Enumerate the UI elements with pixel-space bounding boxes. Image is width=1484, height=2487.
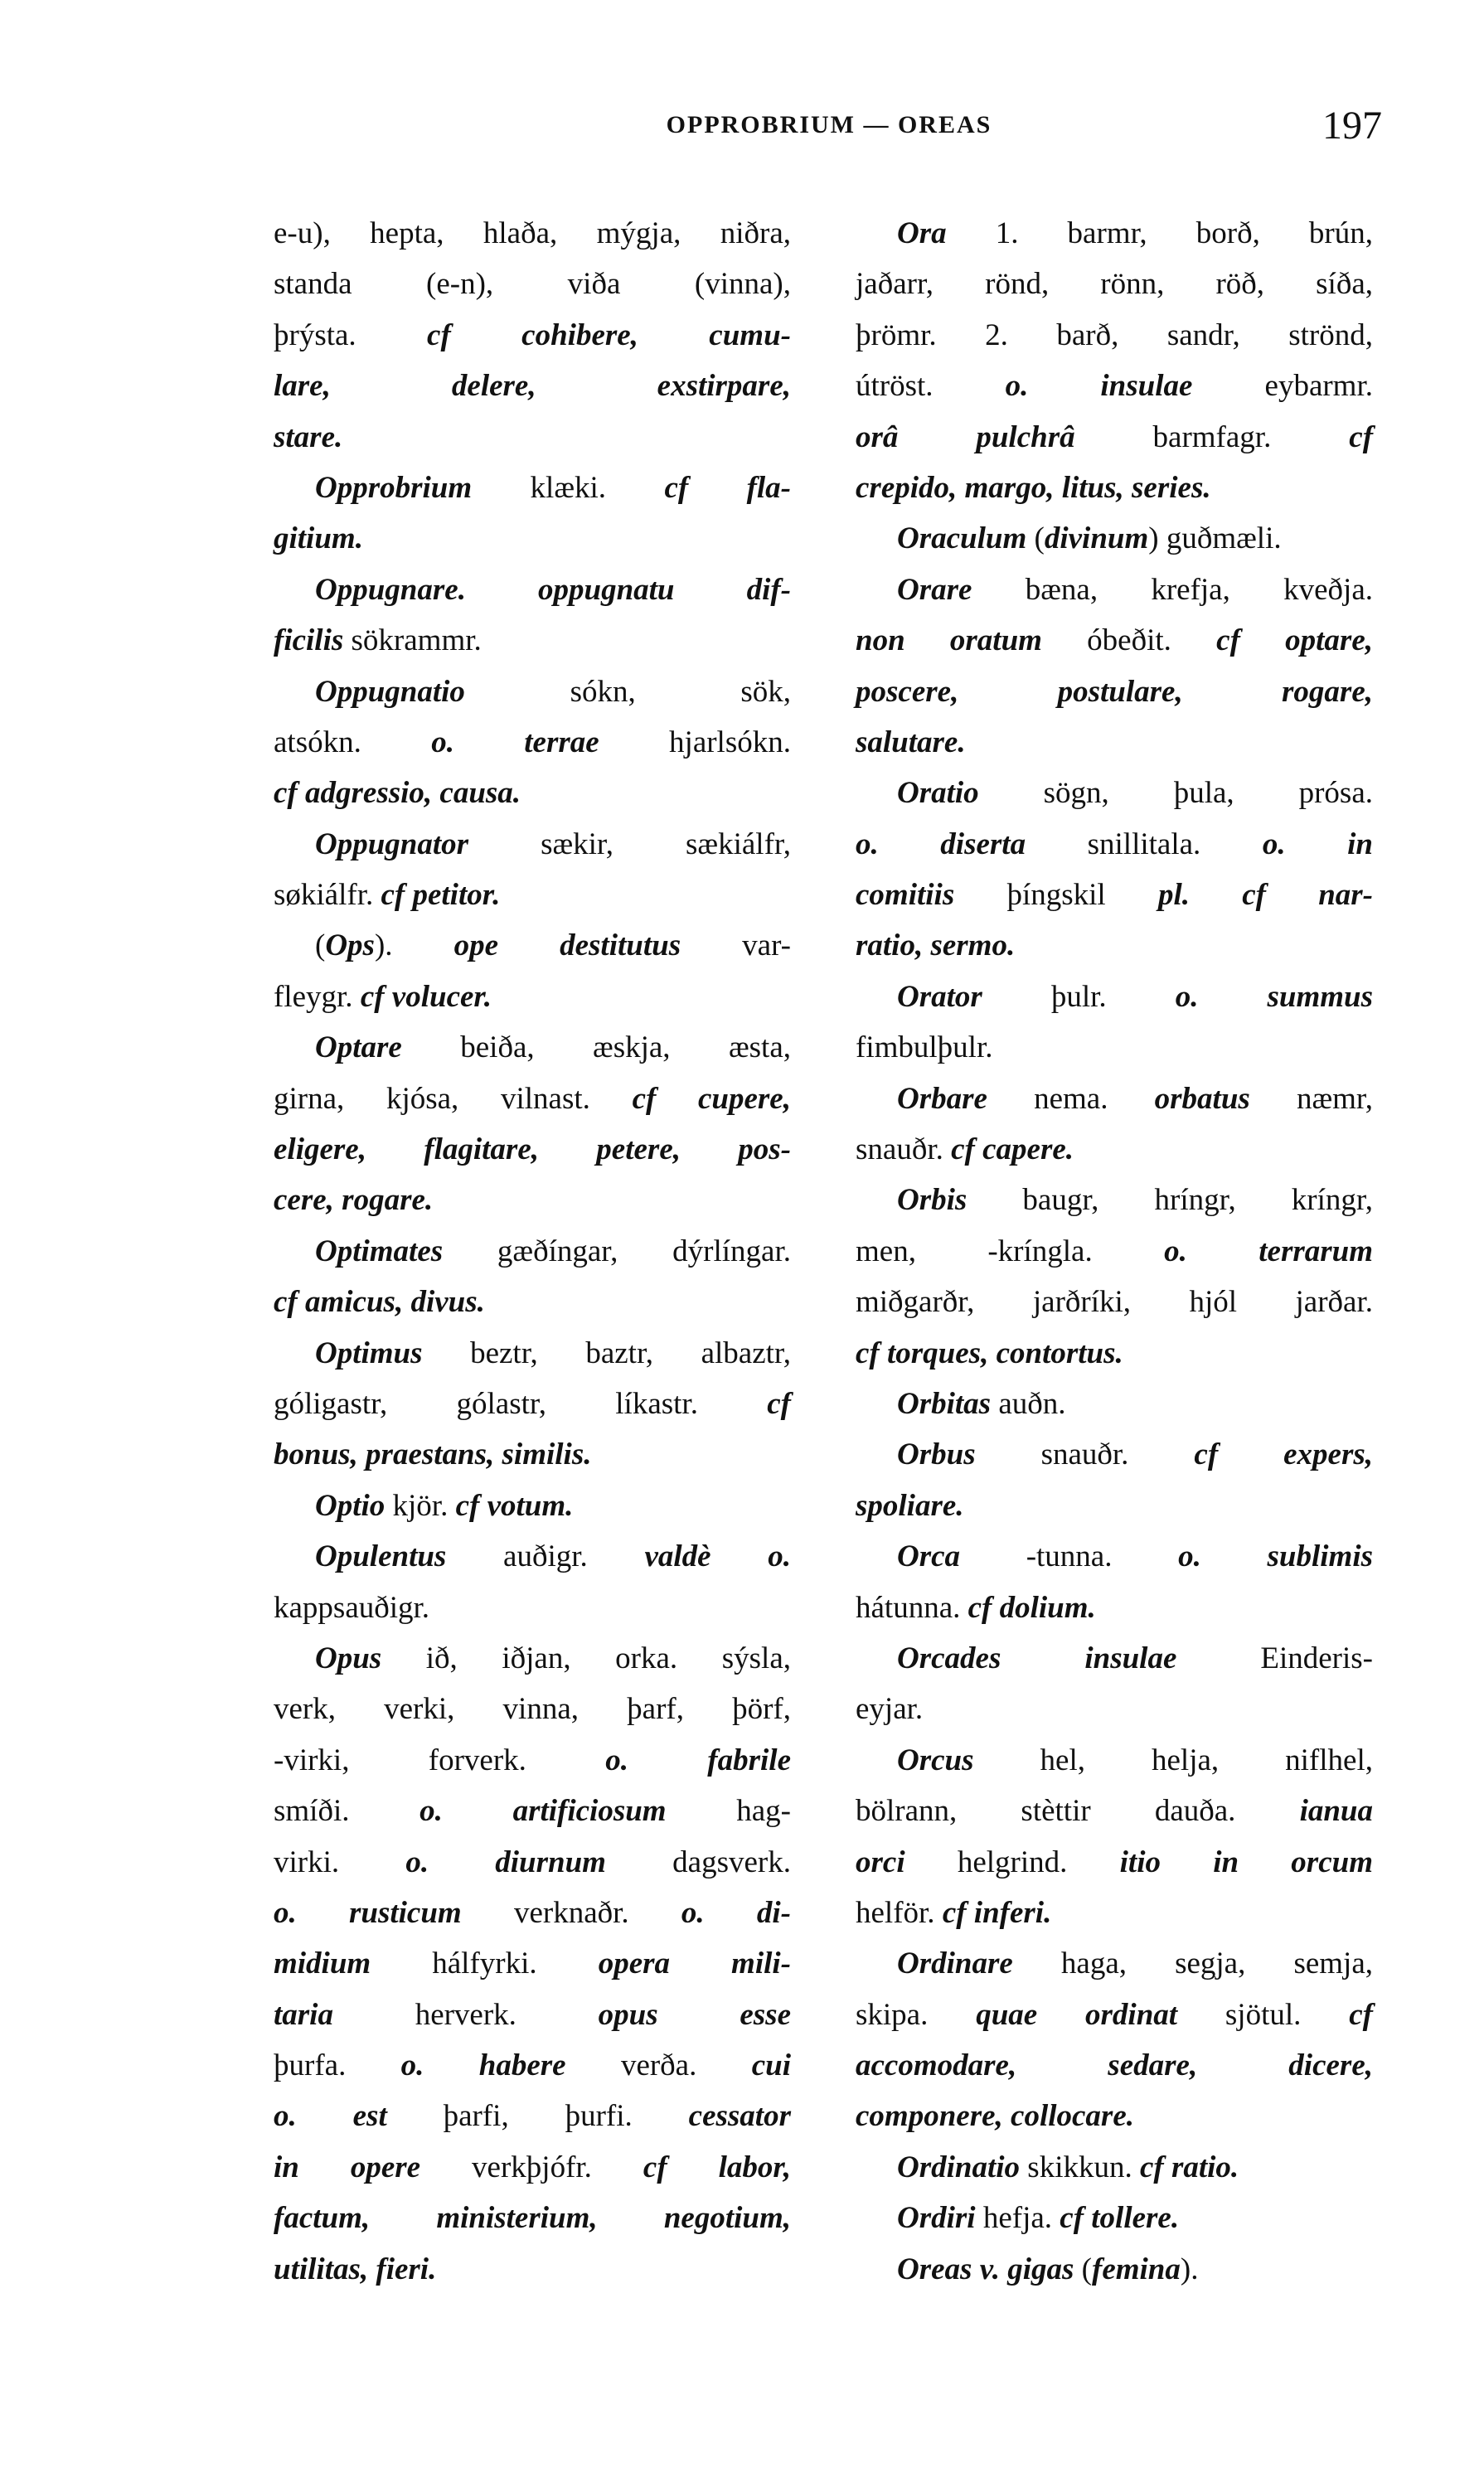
latin-term: stare. — [274, 419, 343, 454]
dictionary-line — [274, 1786, 791, 1836]
icelandic-text: søkiálfr. — [274, 878, 381, 913]
dictionary-entry-line — [856, 768, 1373, 818]
icelandic-text: þrömr. 2. barð, sandr, strönd, — [856, 318, 1373, 352]
latin-term: o. artificiosum — [419, 1794, 667, 1829]
latin-term: non oratum — [856, 623, 1042, 658]
latin-term: Orare — [897, 572, 972, 607]
dictionary-line — [856, 1786, 1373, 1836]
latin-term: Oppugnatio — [315, 674, 465, 709]
latin-term: cf fla- — [664, 470, 791, 505]
latin-term: Oppugnare. oppugnatu dif- — [315, 572, 791, 607]
icelandic-text: baugr, hríngr, kríngr, — [967, 1183, 1373, 1218]
dictionary-entry-line — [856, 2193, 1373, 2243]
latin-term: Orcus — [897, 1743, 974, 1777]
latin-term: divinum — [1044, 521, 1149, 556]
dictionary-entry-line — [856, 972, 1373, 1022]
latin-term: o. insulae — [1005, 369, 1193, 404]
icelandic-text: sjötul. — [1177, 1997, 1350, 2032]
latin-term: cf expers, — [1194, 1437, 1373, 1472]
dictionary-line — [856, 920, 1373, 971]
latin-term: Ora — [897, 216, 947, 250]
left-column — [274, 208, 791, 2295]
latin-term: cf — [1349, 419, 1374, 454]
latin-term: Oreas v. gigas — [897, 2252, 1074, 2286]
latin-term: o. rusticum — [274, 1895, 462, 1930]
latin-term: salutare. — [856, 725, 966, 759]
icelandic-text: beiða, æskja, æsta, — [401, 1030, 791, 1065]
icelandic-text: hefja. — [975, 2201, 1060, 2236]
icelandic-text: sækir, sækiálfr, — [468, 827, 791, 861]
latin-term: accomodare, sedare, dicere, — [856, 2048, 1373, 2083]
icelandic-text: þulr. — [982, 979, 1176, 1014]
dictionary-entry-line — [274, 920, 791, 971]
latin-term: Optimus — [315, 1336, 423, 1370]
latin-term: o. summus — [1175, 979, 1374, 1014]
icelandic-text: bölrann, stèttir dauða. — [856, 1794, 1300, 1829]
dictionary-line — [856, 1226, 1373, 1277]
icelandic-text: hjarlsókn. — [599, 725, 791, 759]
latin-term: cf votum. — [455, 1488, 574, 1523]
icelandic-text: atsókn. — [274, 725, 432, 759]
icelandic-text: -tunna. — [960, 1539, 1179, 1574]
latin-term: cui — [751, 2048, 791, 2083]
dictionary-line — [274, 2142, 791, 2193]
icelandic-text: útröst. — [856, 369, 1006, 404]
latin-term: gitium. — [274, 521, 363, 556]
latin-term: o. diurnum — [405, 1845, 606, 1879]
latin-term: Optio — [315, 1488, 386, 1523]
running-title: OPPROBRIUM — OREAS — [666, 111, 992, 138]
latin-term: cf labor, — [643, 2150, 791, 2184]
dictionary-entry-line — [856, 1735, 1373, 1786]
latin-term: Oratio — [897, 776, 979, 811]
latin-term: ianua — [1299, 1794, 1373, 1829]
dictionary-line — [856, 1684, 1373, 1734]
latin-term: opera mili- — [598, 1946, 792, 1981]
icelandic-text: helgrind. — [904, 1845, 1120, 1879]
dictionary-line — [274, 2040, 791, 2091]
latin-term: cf ratio. — [1139, 2150, 1239, 2184]
icelandic-text: var- — [681, 928, 792, 963]
dictionary-line — [856, 667, 1373, 717]
latin-term: Optimates — [315, 1234, 444, 1268]
icelandic-text: ) guðmæli. — [1148, 521, 1282, 556]
icelandic-text: verknaðr. — [461, 1895, 681, 1930]
dictionary-line — [856, 2040, 1373, 2091]
icelandic-text: ið, iðjan, orka. sýsla, — [381, 1641, 791, 1675]
latin-term: ratio, sermo. — [856, 928, 1016, 963]
latin-term: Orator — [897, 979, 982, 1014]
icelandic-text: sókn, sök, — [464, 674, 791, 709]
dictionary-entry-line — [274, 463, 791, 513]
icelandic-text: ( — [1074, 2252, 1092, 2286]
latin-term: cere, rogare. — [274, 1183, 434, 1218]
dictionary-entry-line — [856, 1531, 1373, 1582]
dictionary-line — [856, 1277, 1373, 1327]
latin-term: orci — [856, 1845, 905, 1879]
icelandic-text: hel, helja, niflhel, — [973, 1743, 1373, 1777]
icelandic-text: fleygr. — [274, 979, 361, 1014]
latin-term: orâ pulchrâ — [856, 419, 1075, 454]
latin-term: ficilis — [274, 623, 344, 658]
dictionary-line — [856, 1328, 1373, 1379]
latin-term: o. di- — [681, 1895, 791, 1930]
latin-term: cf cohibere, cumu- — [427, 318, 791, 352]
latin-term: o. terrarum — [1164, 1234, 1374, 1268]
icelandic-text: klæki. — [472, 470, 665, 505]
latin-term: itio in orcum — [1119, 1845, 1373, 1879]
dictionary-line — [274, 1074, 791, 1124]
dictionary-line — [274, 1684, 791, 1734]
dictionary-line — [856, 2091, 1373, 2141]
icelandic-text: fimbulþulr. — [856, 1030, 993, 1065]
latin-term: Oraculum — [897, 521, 1027, 556]
latin-term: cf dolium. — [968, 1590, 1096, 1625]
icelandic-text: dagsverk. — [605, 1845, 791, 1879]
dictionary-line — [274, 1837, 791, 1888]
dictionary-line — [856, 463, 1373, 513]
icelandic-text: standa (e-n), viða (vinna), — [274, 267, 791, 302]
icelandic-text: girna, kjósa, vilnast. — [274, 1081, 633, 1116]
dictionary-line — [856, 1837, 1373, 1888]
icelandic-text: verða. — [565, 2048, 752, 2083]
latin-term: femina — [1092, 2252, 1181, 2286]
dictionary-line — [856, 1481, 1373, 1531]
icelandic-text: hátunna. — [856, 1590, 968, 1625]
dictionary-line — [856, 361, 1373, 411]
dictionary-line — [856, 870, 1373, 920]
dictionary-line — [274, 2244, 791, 2295]
latin-term: factum, ministerium, negotium, — [274, 2201, 791, 2236]
icelandic-text: sögn, þula, prósa. — [978, 776, 1373, 811]
dictionary-line — [856, 1022, 1373, 1073]
dictionary-entry-line — [856, 1175, 1373, 1225]
icelandic-text: barmfagr. — [1074, 419, 1350, 454]
icelandic-text: kjör. — [385, 1488, 456, 1523]
icelandic-text: verkþjófr. — [420, 2150, 643, 2184]
icelandic-text: helför. — [856, 1895, 943, 1930]
latin-term: opus esse — [598, 1997, 791, 2032]
dictionary-entry-line — [274, 1481, 791, 1531]
icelandic-text: smíði. — [274, 1794, 420, 1829]
latin-term: Orbis — [897, 1183, 968, 1218]
dictionary-line — [856, 819, 1373, 870]
dictionary-line — [856, 1990, 1373, 2040]
dictionary-line — [274, 870, 791, 920]
icelandic-text: þíngskil — [954, 878, 1158, 913]
latin-term: orbatus — [1154, 1081, 1250, 1116]
icelandic-text: -virki, forverk. — [274, 1743, 606, 1777]
icelandic-text: 1. barmr, borð, brún, — [946, 216, 1373, 250]
latin-term: poscere, postulare, rogare, — [856, 674, 1373, 709]
latin-term: componere, collocare. — [856, 2099, 1134, 2134]
icelandic-text: virki. — [274, 1845, 406, 1879]
latin-term: comitiis — [856, 878, 955, 913]
dictionary-line — [274, 1735, 791, 1786]
latin-term: o. in — [1262, 827, 1373, 861]
dictionary-entry-line — [274, 819, 791, 870]
dictionary-entry-line — [856, 208, 1373, 259]
icelandic-text: men, -kríngla. — [856, 1234, 1165, 1268]
dictionary-line — [274, 972, 791, 1022]
dictionary-entry-line — [856, 1429, 1373, 1480]
latin-term: cf volucer. — [360, 979, 492, 1014]
latin-term: Opus — [315, 1641, 382, 1675]
latin-term: cf adgressio, causa. — [274, 776, 521, 811]
dictionary-line — [274, 513, 791, 564]
icelandic-text: ( — [315, 928, 326, 963]
latin-term: o. habere — [400, 2048, 566, 2083]
icelandic-text: e-u), hepta, hlaða, mýgja, niðra, — [274, 216, 791, 250]
right-column — [856, 208, 1373, 2295]
icelandic-text: nema. — [987, 1081, 1155, 1116]
icelandic-text: skipa. — [856, 1997, 977, 2032]
icelandic-text: hag- — [666, 1794, 791, 1829]
icelandic-text: beztr, baztr, albaztr, — [422, 1336, 791, 1370]
dictionary-line — [274, 2193, 791, 2243]
latin-term: quae ordinat — [976, 1997, 1178, 2032]
latin-term: Ordinatio — [897, 2150, 1021, 2184]
icelandic-text: herverk. — [332, 1997, 599, 2032]
latin-term: o. sublimis — [1178, 1539, 1373, 1574]
latin-term: cf — [1349, 1997, 1373, 2032]
icelandic-text: sökrammr. — [343, 623, 482, 658]
latin-term: cf tollere. — [1060, 2201, 1180, 2236]
dictionary-line — [856, 1583, 1373, 1633]
latin-term: valdè o. — [644, 1539, 792, 1574]
latin-term: Ops — [325, 928, 375, 963]
latin-term: cf capere. — [951, 1132, 1074, 1167]
latin-term: o. fabrile — [605, 1743, 792, 1777]
dictionary-line — [274, 361, 791, 411]
icelandic-text: óbeðit. — [1041, 623, 1217, 658]
dictionary-entry-line — [856, 2244, 1373, 2295]
latin-term: pl. cf nar- — [1157, 878, 1373, 913]
dictionary-line — [274, 768, 791, 818]
icelandic-text: kappsauðigr. — [274, 1590, 430, 1625]
dictionary-entry-line — [856, 2142, 1373, 2193]
latin-term: Orcades insulae — [897, 1641, 1177, 1675]
latin-term: midium — [274, 1946, 371, 1981]
latin-term: cf inferi. — [942, 1895, 1052, 1930]
dictionary-entry-line — [856, 1938, 1373, 1989]
icelandic-text: ). — [1180, 2252, 1199, 2286]
dictionary-line — [856, 1124, 1373, 1175]
dictionary-line — [274, 1938, 791, 1989]
dictionary-line — [856, 310, 1373, 361]
icelandic-text: eyjar. — [856, 1692, 924, 1727]
dictionary-entry-line — [856, 565, 1373, 615]
icelandic-text: þrýsta. — [274, 318, 428, 352]
latin-term: cf amicus, divus. — [274, 1285, 485, 1320]
latin-term: Orbare — [897, 1081, 987, 1116]
dictionary-line — [274, 1429, 791, 1480]
icelandic-text: hálfyrki. — [371, 1946, 599, 1981]
latin-term: Orbus — [897, 1437, 976, 1472]
latin-term: in opere — [274, 2150, 421, 2184]
icelandic-text: gæðíngar, dýrlíngar. — [443, 1234, 791, 1268]
dictionary-line — [274, 1175, 791, 1225]
latin-term: Orca — [897, 1539, 961, 1574]
latin-term: cf cupere, — [632, 1081, 791, 1116]
dictionary-line — [274, 1888, 791, 1938]
icelandic-text: miðgarðr, jarðríki, hjól jarðar. — [856, 1285, 1373, 1320]
dictionary-line — [274, 208, 791, 259]
icelandic-text: Einderis- — [1176, 1641, 1373, 1675]
icelandic-text: snillitala. — [1026, 827, 1263, 861]
latin-term: Opulentus — [315, 1539, 447, 1574]
latin-term: o. diserta — [856, 827, 1026, 861]
icelandic-text: auðigr. — [446, 1539, 645, 1574]
icelandic-text: jaðarr, rönd, rönn, röð, síða, — [856, 267, 1373, 302]
icelandic-text: haga, segja, semja, — [1012, 1946, 1373, 1981]
dictionary-line — [274, 1990, 791, 2040]
icelandic-text: skikkun. — [1020, 2150, 1140, 2184]
latin-term: spoliare. — [856, 1488, 964, 1523]
latin-term: ope destitutus — [453, 928, 681, 963]
icelandic-text: snauðr. — [856, 1132, 952, 1167]
dictionary-entry-line — [856, 1633, 1373, 1684]
icelandic-text: ( — [1026, 521, 1045, 556]
icelandic-text: snauðr. — [975, 1437, 1195, 1472]
dictionary-line — [274, 412, 791, 463]
dictionary-entry-line — [274, 1226, 791, 1277]
latin-term: Opprobrium — [315, 470, 473, 505]
page-number: 197 — [1322, 104, 1382, 148]
latin-term: Optare — [315, 1030, 402, 1065]
dictionary-entry-line — [856, 1379, 1373, 1429]
dictionary-line — [856, 717, 1373, 768]
dictionary-entry-line — [274, 667, 791, 717]
dictionary-entry-line — [856, 1074, 1373, 1124]
dictionary-entry-line — [274, 1531, 791, 1582]
latin-term: crepido, margo, litus, series. — [856, 470, 1211, 505]
dictionary-line — [856, 1888, 1373, 1938]
latin-term: cf — [767, 1386, 791, 1421]
icelandic-text: eybarmr. — [1192, 369, 1373, 404]
icelandic-text: verk, verki, vinna, þarf, þörf, — [274, 1692, 791, 1727]
dictionary-line — [856, 259, 1373, 309]
latin-term: o. est — [274, 2099, 387, 2134]
dictionary-line — [274, 310, 791, 361]
dictionary-line — [274, 615, 791, 666]
latin-term: Ordinare — [897, 1946, 1013, 1981]
latin-term: Orbitas — [897, 1386, 992, 1421]
dictionary-line — [274, 1379, 791, 1429]
latin-term: Ordiri — [897, 2201, 976, 2236]
latin-term: cf torques, contortus. — [856, 1336, 1123, 1370]
dictionary-entry-line — [274, 1022, 791, 1073]
icelandic-text: þarfi, þurfi. — [386, 2099, 689, 2134]
latin-term: utilitas, fieri. — [274, 2252, 437, 2286]
latin-term: o. terrae — [431, 725, 599, 759]
dictionary-line — [274, 1583, 791, 1633]
icelandic-text: næmr, — [1249, 1081, 1373, 1116]
icelandic-text: þurfa. — [274, 2048, 401, 2083]
latin-term: eligere, flagitare, petere, pos- — [274, 1132, 791, 1167]
dictionary-line — [274, 1277, 791, 1327]
latin-term: bonus, praestans, similis. — [274, 1437, 592, 1472]
dictionary-entry-line — [274, 565, 791, 615]
latin-term: lare, delere, exstirpare, — [274, 369, 791, 404]
latin-term: taria — [274, 1997, 333, 2032]
icelandic-text: góligastr, gólastr, líkastr. — [274, 1386, 768, 1421]
dictionary-entry-line — [274, 1633, 791, 1684]
dictionary-line — [274, 1124, 791, 1175]
page-header — [0, 101, 1484, 151]
latin-term: cf petitor. — [381, 878, 501, 913]
latin-term: Oppugnator — [315, 827, 469, 861]
dictionary-line — [856, 615, 1373, 666]
icelandic-text: bæna, krefja, kveðja. — [972, 572, 1373, 607]
icelandic-text: auðn. — [991, 1386, 1066, 1421]
dictionary-line — [856, 412, 1373, 463]
dictionary-entry-line — [856, 513, 1373, 564]
latin-term: cessator — [688, 2099, 791, 2134]
dictionary-line — [274, 2091, 791, 2141]
icelandic-text: ). — [374, 928, 454, 963]
latin-term: cf optare, — [1216, 623, 1373, 658]
dictionary-line — [274, 259, 791, 309]
dictionary-line — [274, 717, 791, 768]
dictionary-entry-line — [274, 1328, 791, 1379]
